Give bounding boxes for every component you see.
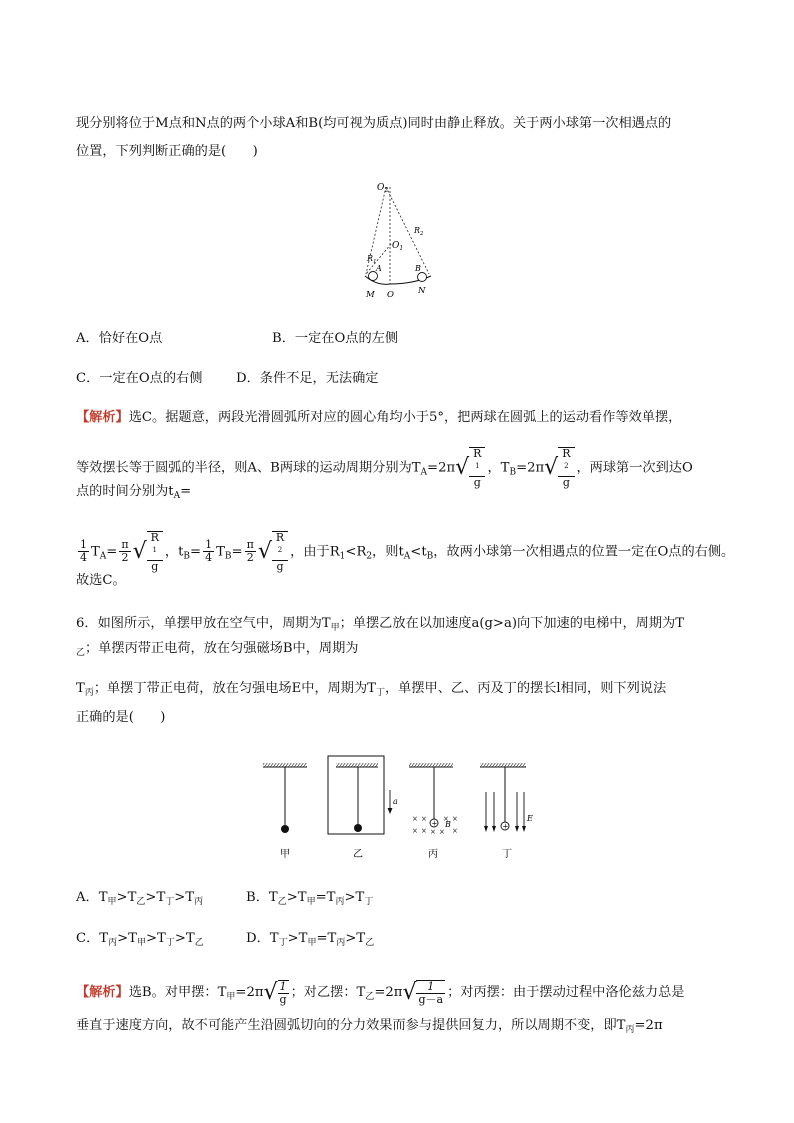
pendulum-yi bbox=[328, 756, 398, 834]
sqrt-r2-over-g-2: √ R $^2$ g bbox=[258, 531, 290, 573]
svg-text:×: × bbox=[412, 827, 418, 835]
sqrt-r2-over-g: √ R $^2$ g bbox=[544, 447, 576, 489]
label-m: M bbox=[366, 290, 375, 300]
label-b: B bbox=[415, 264, 421, 273]
label-r2: $R_2$ bbox=[414, 226, 424, 237]
svg-text:+: + bbox=[502, 822, 509, 831]
label-r1: $R_1$ bbox=[367, 254, 377, 265]
q5-analysis-line-2: 等效摆长等于圆弧的半径，则A、B两球的运动周期分别为$T_A=2\pi√$ R $^1$ g ，$T_B=2\pi√$ R $^2$ g ，两球第一次到达O bbox=[76, 447, 693, 489]
q6-text-line-3: $T_丙$；单摆丁带正电荷，放在匀强电场E中，周期为$T_丁$，单摆甲、乙、丙及丁的摆长l相同，则下列说法 bbox=[76, 681, 667, 698]
q5-option-a: A．恰好在O点 bbox=[76, 331, 163, 346]
problem-text-line-1: 现分别将位于M点和N点的两个小球A和B(均可视为质点)同时由静止释放。关于两小球第一次相遇点的 bbox=[76, 116, 672, 131]
sqrt-r1-over-g: √ R $^1$ g bbox=[455, 447, 487, 489]
svg-text:×: × bbox=[452, 827, 458, 835]
q5-analysis-line-5: 故选C。 bbox=[76, 573, 126, 588]
caption-bing: 丙 bbox=[428, 849, 438, 860]
fraction-pi-over-2-2: $\frac{\pi}{2}$ bbox=[246, 538, 254, 565]
svg-text:×: × bbox=[421, 827, 427, 835]
svg-text:×: × bbox=[452, 815, 458, 823]
four-pendulums-figure bbox=[256, 754, 546, 862]
ball-b bbox=[418, 273, 427, 282]
svg-text:×: × bbox=[412, 815, 418, 823]
q6-option-a: A．$T_甲>T_乙>T_丁>T_丙$ bbox=[76, 890, 204, 907]
sqrt-l-over-g: √ $\frac{1}{g}$ bbox=[263, 979, 287, 1006]
q6-option-c: C．$T_丙>T_甲>T_丁>T_乙$ bbox=[76, 931, 204, 948]
label-e-field: E bbox=[527, 814, 533, 823]
caption-ding: 丁 bbox=[502, 849, 512, 860]
q5-analysis-line-3: 点的时间分别为$t_A=$ bbox=[76, 484, 192, 501]
q5-analysis-line-1: 【解析】选C。据题意，两段光滑圆弧所对应的圆心角均小于5°，把两球在圆弧上的运动看作等效单摆， bbox=[76, 410, 682, 425]
caption-jia: 甲 bbox=[280, 849, 290, 860]
sqrt-r1-over-g-2: √ R $^1$ g bbox=[133, 531, 165, 573]
label-n: N bbox=[418, 286, 426, 296]
fraction-one-quarter-2: $\frac{1}{4}$ bbox=[205, 538, 213, 565]
fraction-pi-over-2: $\frac{\pi}{2}$ bbox=[121, 538, 129, 565]
q6-text-line-2: $_乙$；单摆丙带正电荷，放在匀强磁场B中，周期为 bbox=[76, 641, 359, 658]
problem-text-line-2: 位置，下列判断正确的是( ) bbox=[76, 144, 258, 159]
svg-text:×: × bbox=[421, 815, 427, 823]
q6-analysis-line-1: 【解析】选B。对甲摆：$T_甲=2\pi√$ $\frac{1}{g}$ ；对乙摆：$T_乙=2\pi√$ $\frac{1}{g-a}$ ；对丙摆：由于摆动过程中洛伦兹力总是 bbox=[76, 979, 685, 1006]
label-b-field: B bbox=[445, 820, 451, 829]
svg-text:×: × bbox=[430, 828, 436, 836]
label-a: A bbox=[376, 264, 382, 273]
pendulum-bing bbox=[409, 763, 458, 836]
arc-pendulum-figure bbox=[355, 176, 455, 301]
q6-option-d: D．$T_丁>T_甲=T_丙>T_乙$ bbox=[246, 931, 375, 948]
pendulum-ding bbox=[480, 763, 533, 832]
q6-text-line-4: 正确的是( ) bbox=[76, 710, 166, 725]
q5-option-c: C．一定在O点的右侧 bbox=[76, 371, 203, 386]
label-a-accel: a bbox=[393, 797, 398, 806]
svg-text:×: × bbox=[439, 828, 445, 836]
q6-text-line-1: 6．如图所示，单摆甲放在空气中，周期为$T_甲$；单摆乙放在以加速度a(g>a)向下加速的电梯中，周期为T bbox=[76, 616, 685, 633]
q6-option-b: B．$T_乙>T_甲=T_丙>T_丁$ bbox=[246, 890, 374, 907]
q6-analysis-line-2: 垂直于速度方向，故不可能产生沿圆弧切向的分力效果而参与提供回复力，所以周期不变，即$T_丙=2\pi$ bbox=[76, 1018, 663, 1035]
q5-analysis-line-4: $\frac{1}{4}$ $T_A=$ $\frac{\pi}{2}$ √ R $^1$ g ，$t_B=$ $\frac{1}{4}$ $T_B=$ $\frac{\pi}{2}$ √ R $^2$ g ，由于$R_1<R_2$，则$t_A<t_B$，故两小球第一次相遇点的位置一定在O点的右侧。 bbox=[80, 531, 735, 573]
svg-text:×: × bbox=[443, 815, 449, 823]
svg-text:+: + bbox=[431, 819, 438, 828]
analysis-tag-2: 【解析】 bbox=[76, 985, 129, 1000]
caption-yi: 乙 bbox=[353, 849, 363, 860]
q5-option-b: B．一定在O点的左侧 bbox=[272, 331, 399, 346]
q5-option-d: D．条件不足，无法确定 bbox=[236, 371, 379, 386]
label-o1: $O_1$ bbox=[392, 241, 404, 252]
label-o: O bbox=[387, 290, 394, 300]
sqrt-l-over-g-minus-a: √ $\frac{1}{g-a}$ bbox=[402, 979, 444, 1006]
label-o2: $O_2$ bbox=[377, 183, 389, 194]
analysis-tag: 【解析】 bbox=[76, 410, 129, 425]
pendulum-jia bbox=[263, 763, 307, 833]
fraction-one-quarter: $\frac{1}{4}$ bbox=[80, 538, 87, 565]
